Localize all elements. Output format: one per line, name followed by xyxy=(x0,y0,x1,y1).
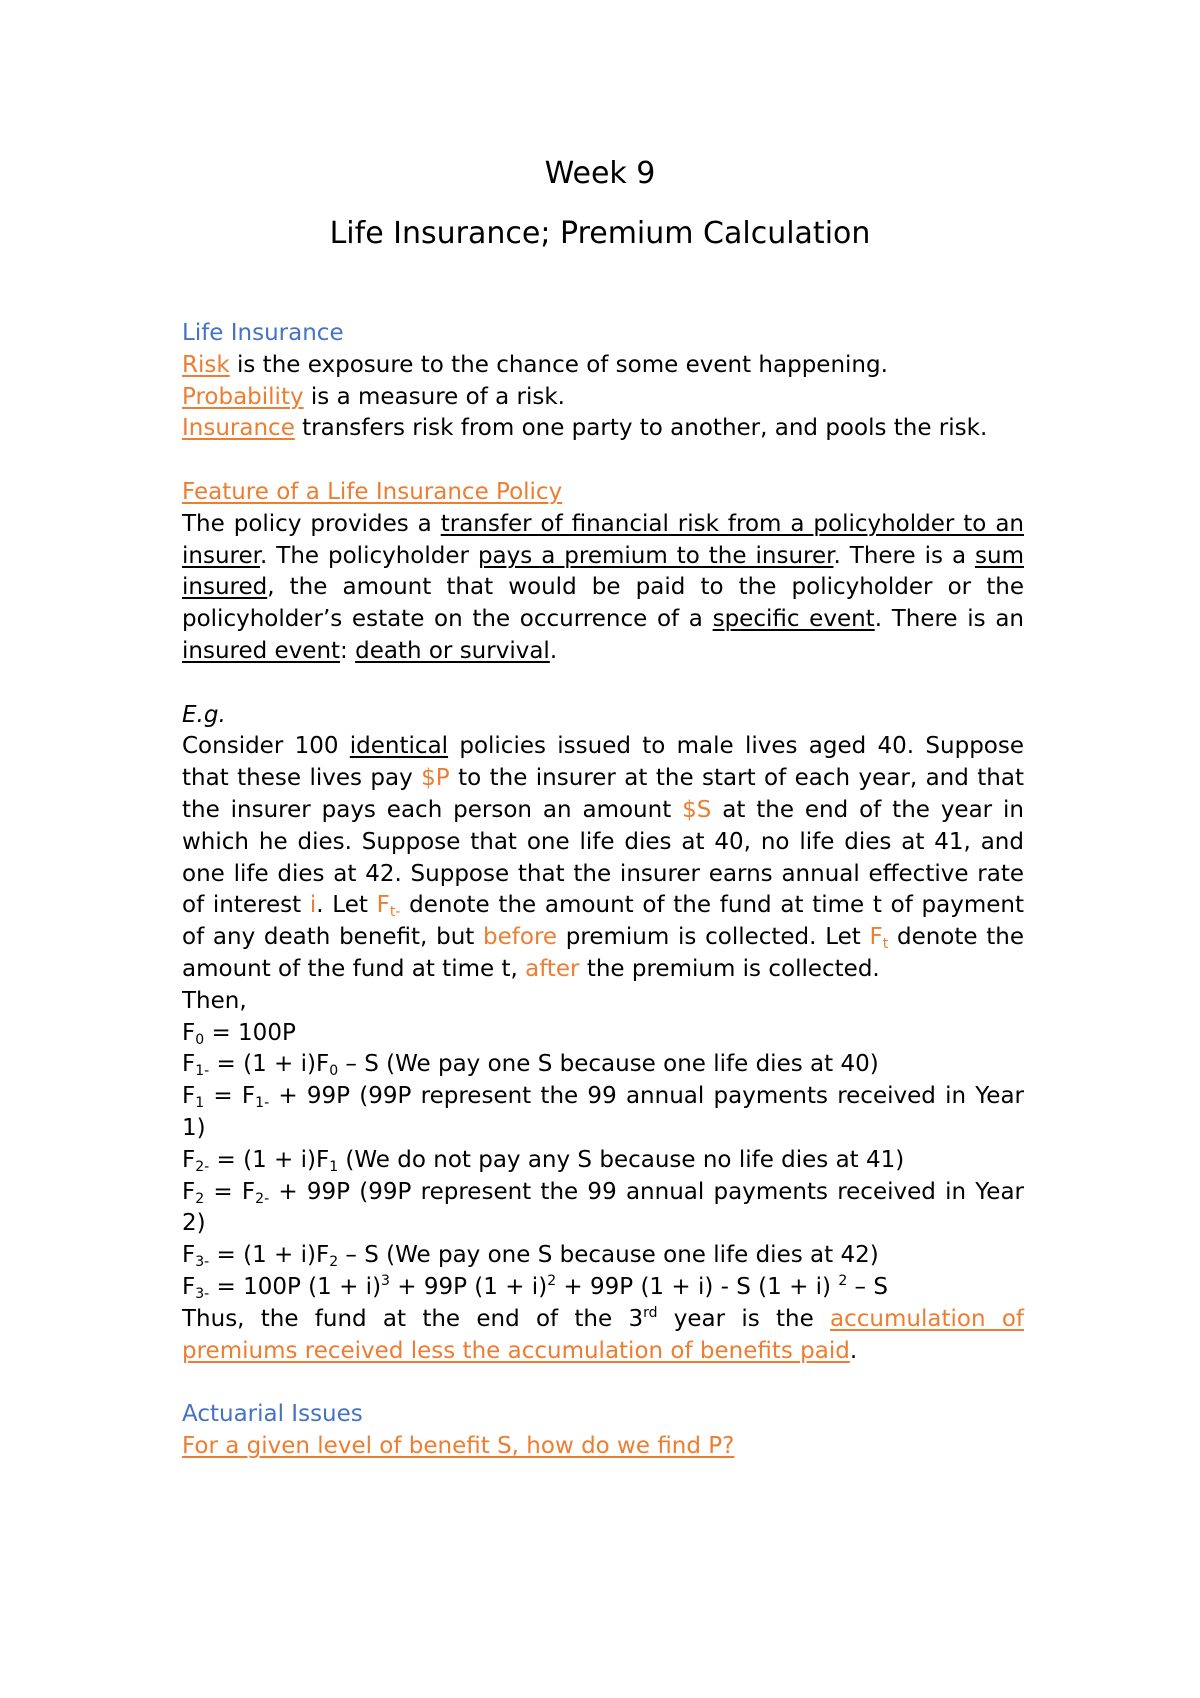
risk-definition: Risk is the exposure to the chance of some event happening. xyxy=(182,351,888,378)
equation-f0: $F_0 = 100P$ xyxy=(182,1019,296,1048)
actuarial-issues-heading: Actuarial Issues xyxy=(182,1401,363,1428)
life-insurance-heading: Life Insurance xyxy=(182,320,344,346)
insurance-definition: Insurance transfers risk from one party to another, and pools the risk. xyxy=(182,415,988,442)
conclusion-paragraph: Thus, the fund at the end of the 3rd year is the accumulation of premiums received less the accumulation of benefits paid. xyxy=(182,1304,1024,1364)
document-body xyxy=(182,318,1024,1463)
feature-heading: Feature of a Life Insurance Policy xyxy=(182,478,563,505)
equation-f3-minus: $F_{3-} = (1 + i)F_2 - S$ (We pay one S because one life dies at 42) xyxy=(182,1242,879,1271)
risk-term: Risk xyxy=(182,351,230,378)
equation-f2: $F_2 = F_{2-} + 99P$ (99P represent the 99 annual payments received in Year 2) xyxy=(182,1178,1025,1237)
equation-f1-minus: $F_{1-} = (1 + i)F_0 - S$ (We pay one S because one life dies at 40) xyxy=(182,1051,879,1080)
then-line: Then, xyxy=(182,987,247,1014)
insurance-term: Insurance xyxy=(182,415,295,442)
page-title: Life Insurance; Premium Calculation xyxy=(329,216,871,251)
example-paragraph: Consider 100 identical policies issued to male lives aged 40. Suppose that these lives pay $P to the insurer at the start of each year, and that the insurer pays each person an amount $S at the end of the year in which he dies. Suppose that one life dies at 40, no life dies at 41, and one life dies at 42. Suppose that the insurer earns annual effective rate of interest i. Let $F_{t-}$ denote the amount of the fund at time t of payment of any death benefit, but before premium is collected. Let $F_t$ denote the amount of the fund at time t, after the premium is collected. xyxy=(182,733,1025,982)
probability-term: Probability xyxy=(182,383,304,410)
week-heading: Week 9 xyxy=(544,156,656,191)
equation-f2-minus: $F_{2-} = (1 + i)F_1$ (We do not pay any S because no life dies at 41) xyxy=(182,1146,905,1175)
feature-paragraph: The policy provides a transfer of financial risk from a policyholder to an insurer. The policyholder pays a premium to the insurer. There is a sum insured, the amount that would be paid to the policyholder or the policyholder’s estate on the occurrence of a specific event. There is an insured event: death or survival. xyxy=(182,510,1024,664)
example-label: E.g. xyxy=(182,701,226,728)
probability-definition: Probability is a measure of a risk. xyxy=(182,383,565,410)
actuarial-question: For a given level of benefit S, how do we find P? xyxy=(182,1432,735,1459)
accumulation-link: accumulation of premiums received less the accumulation of benefits paid xyxy=(182,1305,1024,1364)
equation-f3-expanded: $F_{3-} = 100P$ $(1 + i)^3 + 99P$ $(1 + i)^2 + 99P$ (1 + i) - S (1 + i) $^2$ – S xyxy=(182,1272,888,1302)
equation-f1: $F_1 = F_{1-} + 99P$ (99P represent the 99 annual payments received in Year 1) xyxy=(182,1083,1025,1141)
